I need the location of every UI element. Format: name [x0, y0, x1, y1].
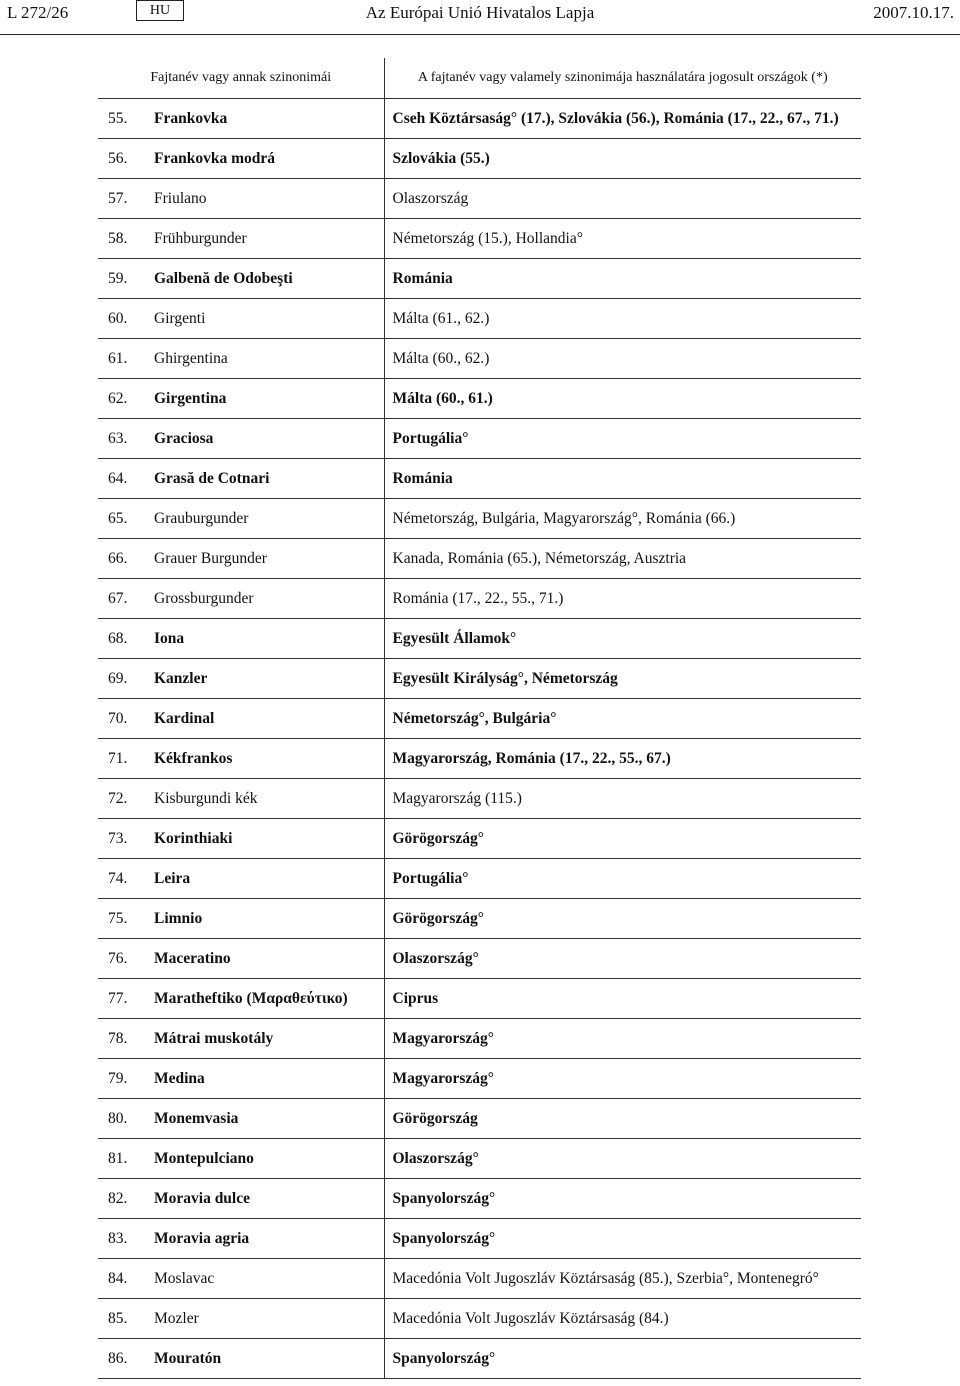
countries-cell: Egyesült Államok° [384, 619, 861, 659]
row-number: 74. [108, 869, 128, 887]
variety-cell [98, 1019, 384, 1059]
row-number: 70. [108, 709, 128, 727]
variety-name: Monemvasia [154, 1109, 239, 1127]
row-number: 58. [108, 229, 128, 247]
countries-cell: Kanada, Románia (65.), Németország, Ausztria [384, 539, 861, 579]
row-number: 78. [108, 1029, 128, 1047]
countries-cell: Ciprus [384, 979, 861, 1019]
table-row [98, 219, 861, 259]
variety-cell [98, 819, 384, 859]
variety-name: Kisburgundi kék [154, 789, 258, 807]
row-number: 76. [108, 949, 128, 967]
table-row [98, 459, 861, 499]
table-row [98, 779, 861, 819]
variety-name: Maceratino [154, 949, 231, 967]
variety-cell [98, 859, 384, 899]
variety-name: Girgenti [154, 309, 206, 327]
variety-name: Grauburgunder [154, 509, 249, 527]
countries-cell: Románia [384, 459, 861, 499]
variety-cell [98, 979, 384, 1019]
grape-variety-table [98, 58, 861, 1379]
row-number: 60. [108, 309, 128, 327]
row-number: 63. [108, 429, 128, 447]
page-reference: L 272/26 [7, 3, 69, 22]
table-row [98, 539, 861, 579]
table-row [98, 699, 861, 739]
table-row [98, 979, 861, 1019]
row-number: 85. [108, 1309, 128, 1327]
table-row [98, 619, 861, 659]
countries-cell: Macedónia Volt Jugoszláv Köztársaság (84.) [384, 1299, 861, 1339]
variety-name: Maratheftiko (Μαραθεύτικο) [154, 989, 348, 1007]
row-number: 69. [108, 669, 128, 687]
variety-cell [98, 499, 384, 539]
table-row [98, 1019, 861, 1059]
countries-cell: Görögország° [384, 899, 861, 939]
row-number: 59. [108, 269, 128, 287]
table-row [98, 99, 861, 139]
row-number: 65. [108, 509, 128, 527]
countries-cell: Németország (15.), Hollandia° [384, 219, 861, 259]
variety-name: Korinthiaki [154, 829, 233, 847]
row-number: 86. [108, 1349, 128, 1367]
row-number: 83. [108, 1229, 128, 1247]
variety-name: Graciosa [154, 429, 214, 447]
column-header-variety: Fajtanév vagy annak szinonimái [150, 70, 332, 85]
variety-cell [98, 379, 384, 419]
table-body [98, 99, 861, 1379]
row-number: 68. [108, 629, 128, 647]
variety-cell [98, 339, 384, 379]
row-number: 62. [108, 389, 128, 407]
countries-cell: Románia [384, 259, 861, 299]
row-number: 56. [108, 149, 128, 167]
countries-cell: Görögország [384, 1099, 861, 1139]
variety-cell [98, 1299, 384, 1339]
variety-name: Girgentina [154, 389, 227, 407]
countries-cell: Spanyolország° [384, 1219, 861, 1259]
variety-name: Mátrai muskotály [154, 1029, 274, 1047]
variety-name: Moravia agria [154, 1229, 250, 1247]
variety-name: Kanzler [154, 669, 208, 687]
table-row [98, 1299, 861, 1339]
variety-cell [98, 1099, 384, 1139]
countries-cell: Magyarország (115.) [384, 779, 861, 819]
variety-name: Grasă de Cotnari [154, 469, 270, 487]
variety-cell [98, 579, 384, 619]
variety-name: Grossburgunder [154, 589, 254, 607]
table-row [98, 739, 861, 779]
variety-cell [98, 259, 384, 299]
row-number: 71. [108, 749, 128, 767]
countries-cell: Németország, Bulgária, Magyarország°, Románia (66.) [384, 499, 861, 539]
table-row [98, 579, 861, 619]
variety-name: Frankovka [154, 109, 228, 127]
variety-name: Grauer Burgunder [154, 549, 267, 567]
table-row [98, 1099, 861, 1139]
variety-name: Leira [154, 869, 191, 887]
countries-cell: Olaszország [384, 179, 861, 219]
variety-name: Mouratón [154, 1349, 222, 1367]
row-number: 61. [108, 349, 128, 367]
variety-cell [98, 539, 384, 579]
table-row [98, 1339, 861, 1379]
variety-cell [98, 179, 384, 219]
row-number: 79. [108, 1069, 128, 1087]
variety-name: Kardinal [154, 709, 215, 727]
table-row [98, 819, 861, 859]
variety-name: Galbenă de Odobeşti [154, 269, 293, 287]
row-number: 84. [108, 1269, 128, 1287]
variety-name: Kékfrankos [154, 749, 233, 767]
table-row [98, 1259, 861, 1299]
countries-cell: Málta (60., 61.) [384, 379, 861, 419]
table-row [98, 179, 861, 219]
variety-cell [98, 1179, 384, 1219]
row-number: 82. [108, 1189, 128, 1207]
countries-cell: Magyarország° [384, 1059, 861, 1099]
variety-cell [98, 99, 384, 139]
variety-cell [98, 459, 384, 499]
variety-cell [98, 659, 384, 699]
row-number: 81. [108, 1149, 128, 1167]
variety-cell [98, 1339, 384, 1379]
countries-cell: Magyarország° [384, 1019, 861, 1059]
countries-cell: Olaszország° [384, 939, 861, 979]
table-header-row [98, 58, 861, 99]
countries-cell: Málta (61., 62.) [384, 299, 861, 339]
variety-name: Moslavac [154, 1269, 215, 1287]
variety-name: Montepulciano [154, 1149, 254, 1167]
variety-name: Frühburgunder [154, 229, 247, 247]
countries-cell: Spanyolország° [384, 1339, 861, 1379]
variety-cell [98, 779, 384, 819]
row-number: 80. [108, 1109, 128, 1127]
row-number: 64. [108, 469, 128, 487]
table-row [98, 139, 861, 179]
variety-cell [98, 1059, 384, 1099]
table-row [98, 259, 861, 299]
row-number: 73. [108, 829, 128, 847]
countries-cell: Spanyolország° [384, 1179, 861, 1219]
table-row [98, 499, 861, 539]
countries-cell: Portugália° [384, 419, 861, 459]
variety-name: Iona [154, 629, 185, 647]
row-number: 67. [108, 589, 128, 607]
table-row [98, 899, 861, 939]
countries-cell: Macedónia Volt Jugoszláv Köztársaság (85.), Szerbia°, Montenegró° [384, 1259, 861, 1299]
table-row [98, 859, 861, 899]
countries-cell: Cseh Köztársaság° (17.), Szlovákia (56.), Románia (17., 22., 67., 71.) [384, 99, 861, 139]
variety-cell [98, 899, 384, 939]
variety-name: Ghirgentina [154, 349, 228, 367]
variety-cell [98, 619, 384, 659]
countries-cell: Szlovákia (55.) [384, 139, 861, 179]
variety-name: Medina [154, 1069, 205, 1087]
table-row [98, 659, 861, 699]
page-header [0, 0, 960, 30]
table-row [98, 1139, 861, 1179]
variety-name: Friulano [154, 189, 207, 207]
countries-cell: Olaszország° [384, 1139, 861, 1179]
countries-cell: Görögország° [384, 819, 861, 859]
countries-cell: Portugália° [384, 859, 861, 899]
variety-cell [98, 1219, 384, 1259]
language-badge: HU [136, 0, 184, 21]
variety-cell [98, 419, 384, 459]
variety-name: Mozler [154, 1309, 199, 1327]
variety-cell [98, 739, 384, 779]
countries-cell: Románia (17., 22., 55., 71.) [384, 579, 861, 619]
row-number: 57. [108, 189, 128, 207]
table-row [98, 379, 861, 419]
variety-cell [98, 299, 384, 339]
row-number: 75. [108, 909, 128, 927]
variety-cell [98, 139, 384, 179]
publication-date: 2007.10.17. [873, 3, 954, 22]
variety-cell [98, 939, 384, 979]
table-row [98, 1059, 861, 1099]
header-divider [0, 34, 960, 35]
table-row [98, 1219, 861, 1259]
variety-cell [98, 1259, 384, 1299]
table-row [98, 939, 861, 979]
variety-cell [98, 219, 384, 259]
table-row [98, 339, 861, 379]
variety-cell [98, 1139, 384, 1179]
variety-name: Frankovka modrá [154, 149, 275, 167]
table-row [98, 419, 861, 459]
row-number: 66. [108, 549, 128, 567]
countries-cell: Németország°, Bulgária° [384, 699, 861, 739]
row-number: 72. [108, 789, 128, 807]
table-row [98, 299, 861, 339]
table-row [98, 1179, 861, 1219]
countries-cell: Magyarország, Románia (17., 22., 55., 67.) [384, 739, 861, 779]
journal-title: Az Európai Unió Hivatalos Lapja [365, 3, 595, 22]
variety-name: Moravia dulce [154, 1189, 250, 1207]
countries-cell: Egyesült Királyság°, Németország [384, 659, 861, 699]
row-number: 77. [108, 989, 128, 1007]
countries-cell: Málta (60., 62.) [384, 339, 861, 379]
row-number: 55. [108, 109, 128, 127]
variety-name: Limnio [154, 909, 203, 927]
variety-cell [98, 699, 384, 739]
column-header-countries: A fajtanév vagy valamely szinonimája használatára jogosult országok (*) [384, 58, 861, 99]
